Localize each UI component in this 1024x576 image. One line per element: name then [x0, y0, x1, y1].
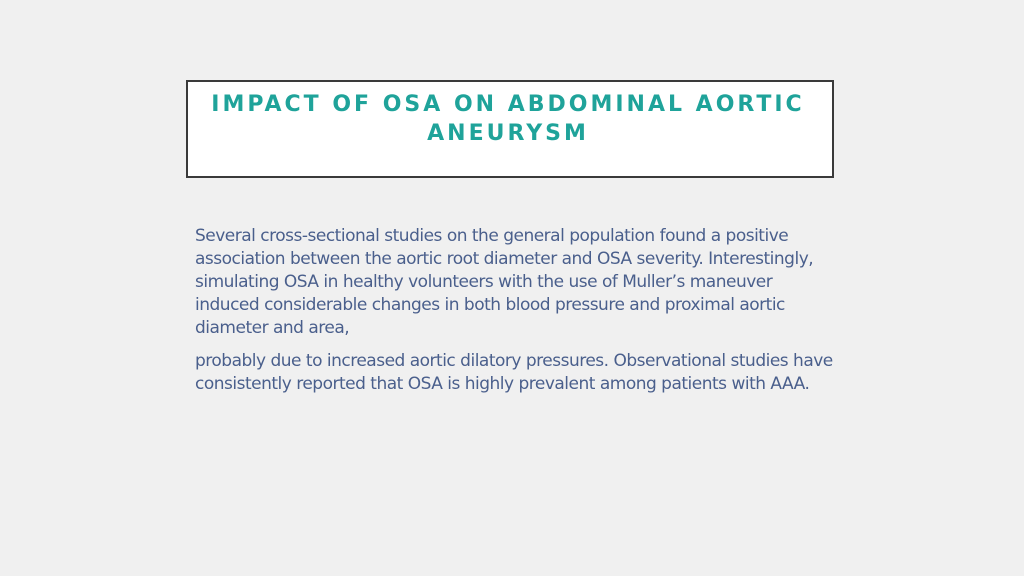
body-paragraph-2: probably due to increased aortic dilatory pressures. Observational studies have consistently reported that OSA is highly prevalent among patients with AAA. — [195, 351, 833, 394]
body-paragraph-1: Several cross-sectional studies on the general population found a positive association between the aortic root diameter and OSA severity. Interestingly, simulating OSA in healthy volunteers with the use of Muller’s maneuver induced considerable changes in both blood pressure and proximal aortic diameter and area, — [195, 226, 814, 338]
slide-title: IMPACT OF OSA ON ABDOMINAL AORTIC ANEURYSM — [211, 92, 805, 146]
slide-body — [195, 225, 835, 406]
title-box — [186, 80, 834, 178]
